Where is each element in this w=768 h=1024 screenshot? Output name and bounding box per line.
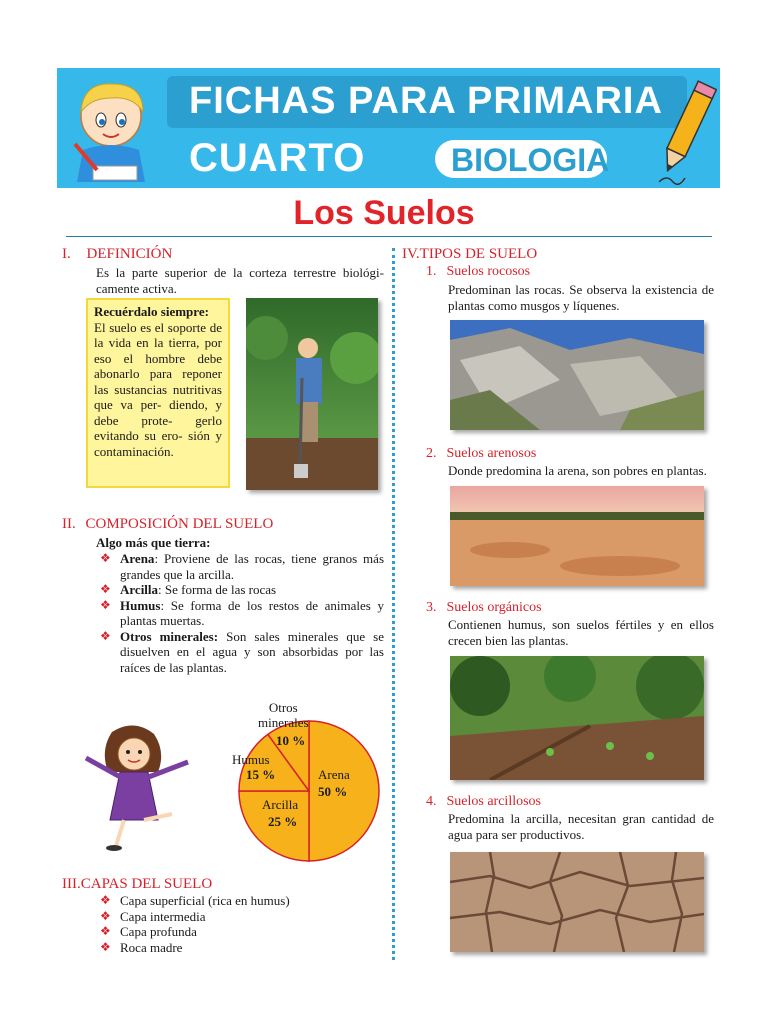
tipo-arcillosos-text: Predomina la arcilla, necesitan gran cantidad de agua para ser productivos. (448, 811, 714, 842)
item-term: Humus (120, 597, 161, 613)
list-item (96, 551, 384, 582)
section-title: TIPOS DE SUELO (419, 246, 538, 262)
tipo-name: Suelos rocosos (446, 264, 531, 279)
child-writing-icon (63, 74, 163, 184)
item-text: Capa intermedia (120, 908, 206, 924)
clay-soil-image-icon (450, 852, 704, 952)
list-item (96, 940, 384, 956)
organic-soil-image-icon (450, 656, 704, 780)
list-item (96, 924, 384, 940)
banner-line-1 (167, 76, 687, 128)
gardener-image-icon (246, 298, 378, 490)
tipo-name: Suelos arenosos (446, 446, 537, 461)
section-capas-heading (62, 876, 212, 893)
title-divider (66, 236, 712, 237)
dancing-girl-icon (72, 722, 198, 852)
tipo-number: 3. (426, 600, 437, 615)
tipo-arcillosos-heading (426, 794, 541, 810)
item-text: Capa superficial (rica en humus) (120, 893, 290, 908)
rocky-soil-photo (450, 320, 704, 430)
composicion-list (96, 551, 384, 675)
clay-soil-photo (450, 852, 704, 952)
tipo-organicos-heading (426, 600, 542, 616)
diamond-bullet-icon: ❖ (100, 893, 111, 907)
section-number: II. (62, 516, 76, 532)
tipo-name: Suelos orgánicos (446, 600, 542, 615)
section-number: III. (62, 876, 81, 892)
section-composicion-heading (62, 516, 273, 533)
tipo-organicos-text: Contienen humus, son suelos fértiles y en ellos crecen bien las plantas. (448, 617, 714, 648)
definicion-text: Es la parte superior de la corteza terrestre biológi- camente activa. (96, 265, 384, 296)
banner-line-2 (167, 134, 467, 182)
diamond-bullet-icon: ❖ (100, 597, 111, 612)
diamond-bullet-icon: ❖ (100, 582, 111, 596)
tipo-arenosos-text: Donde predomina la arena, son pobres en plantas. (448, 463, 707, 478)
item-term: Otros minerales: (120, 628, 219, 644)
tipo-name: Suelos arcillosos (446, 794, 541, 809)
reminder-text: El suelo es el soporte de la vida en la tierra, por eso el hombre debe abonarlo para reponer las sustancias nutritivas que va per- diendo, y debe prote- gerlo evitando su ero- sión y contaminación. (94, 319, 222, 459)
diamond-bullet-icon: ❖ (100, 924, 111, 938)
section-number: I. (62, 246, 71, 262)
sandy-soil-image-icon (450, 486, 704, 586)
pie-value-humus: 15 % (246, 767, 276, 782)
subject-text: BIOLOGIA (451, 142, 610, 178)
tipo-rocosos-heading (426, 264, 530, 280)
section-definicion-heading (62, 246, 172, 263)
list-item (96, 582, 384, 598)
diamond-bullet-icon: ❖ (100, 939, 111, 954)
pencil-icon (651, 78, 717, 188)
sandy-soil-photo (450, 486, 704, 586)
diamond-bullet-icon: ❖ (100, 551, 111, 565)
item-text: Roca madre (120, 939, 183, 955)
item-text: : Se forma de las rocas (158, 582, 277, 597)
reminder-box (86, 298, 230, 488)
reminder-title: Recuérdalo siempre: (94, 304, 209, 319)
list-item (96, 909, 384, 925)
page-title: Los Suelos (293, 194, 475, 232)
pie-label-otros-line2: minerales (258, 715, 309, 730)
rocky-soil-image-icon (450, 320, 704, 430)
pie-label-otros (258, 700, 309, 730)
section-title: CAPAS DEL SUELO (80, 876, 213, 892)
diamond-bullet-icon: ❖ (100, 628, 111, 643)
item-text: Son sales minerales que se disuelven en el agua y son absorbidas por las raíces de las plantas. (120, 628, 384, 675)
list-item (96, 893, 384, 909)
tipo-number: 2. (426, 446, 437, 461)
diamond-bullet-icon: ❖ (100, 908, 111, 923)
section-title: DEFINICIÓN (86, 246, 173, 262)
capas-list (96, 893, 384, 955)
composition-pie-chart (236, 718, 382, 864)
gardener-photo (246, 298, 378, 490)
item-term: Arcilla (120, 582, 159, 597)
tipo-arenosos-heading (426, 446, 536, 462)
pie-value-arcilla: 25 % (268, 814, 298, 829)
item-term: Arena (120, 551, 155, 566)
column-divider (392, 248, 395, 960)
section-tipos-heading (402, 246, 537, 263)
list-item (96, 629, 384, 676)
item-text: : Se forma de los restos de animales y plantas muertas. (120, 597, 384, 628)
item-text: : Proviene de las rocas, tiene granos más grandes que la arcilla. (120, 551, 384, 582)
section-number: IV. (402, 246, 420, 262)
pie-label-arcilla: Arcilla (262, 797, 299, 812)
tipo-number: 4. (426, 794, 437, 809)
organic-soil-photo (450, 656, 704, 780)
item-text: Capa profunda (120, 924, 197, 939)
tipo-rocosos-text: Predominan las rocas. Se observa la existencia de plantas como musgos y líquenes. (448, 282, 714, 313)
pie-value-arena: 50 % (318, 784, 348, 799)
composicion-subheading: Algo más que tierra: (96, 535, 211, 550)
pie-label-arena: Arena (318, 767, 350, 782)
banner-title-text: FICHAS PARA PRIMARIA (189, 80, 663, 122)
section-title: COMPOSICIÓN DEL SUELO (85, 516, 274, 532)
header-banner (57, 68, 720, 188)
pie-label-humus: Humus (232, 752, 270, 767)
tipo-number: 1. (426, 264, 437, 279)
banner-grade-text: CUARTO (189, 136, 366, 180)
list-item (96, 598, 384, 629)
pie-label-otros-line1: Otros (268, 700, 298, 715)
pie-value-otros: 10 % (276, 733, 306, 748)
subject-badge (435, 140, 610, 178)
